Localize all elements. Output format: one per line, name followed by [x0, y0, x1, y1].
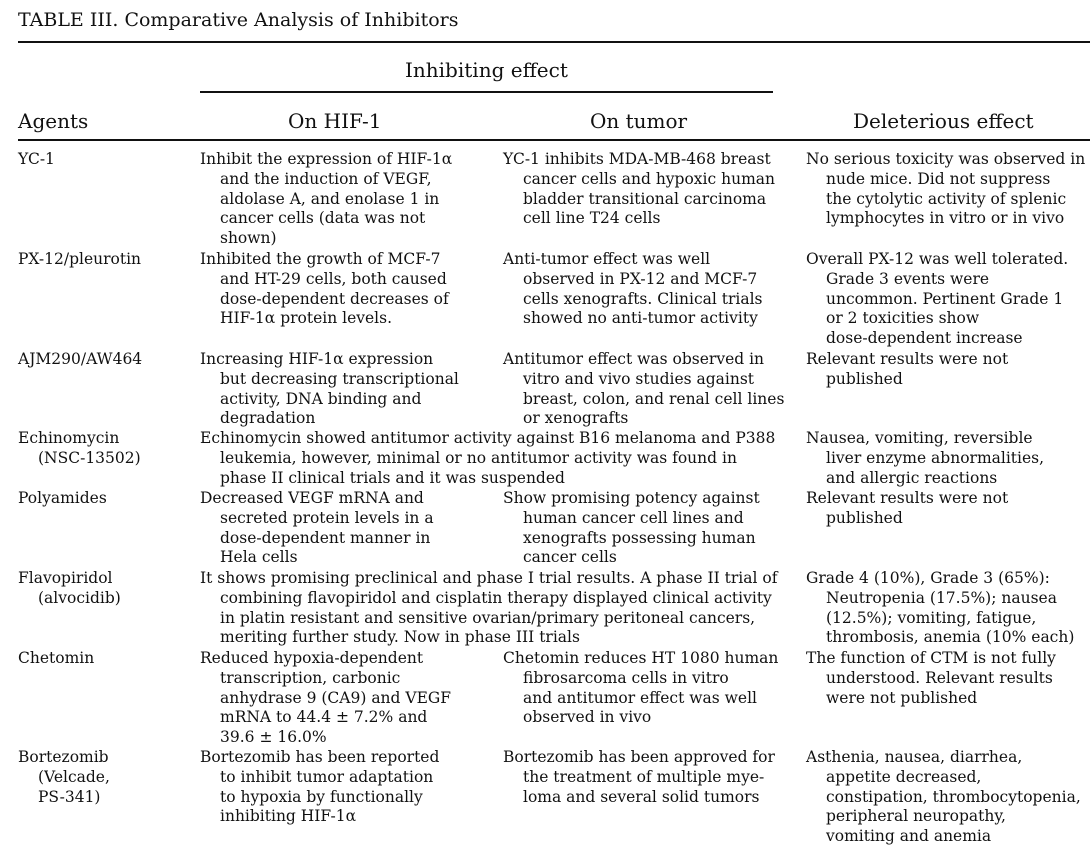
- hif1-effect-cell: [200, 350, 459, 429]
- deleterious-header: Deleterious effect: [853, 109, 1034, 133]
- tumor-effect-cell-line: YC-1 inhibits MDA-MB-468 breast: [503, 150, 771, 168]
- agent-cell-line: PS-341): [38, 787, 101, 806]
- hif1-effect-cell-line: but decreasing transcriptional: [220, 369, 459, 388]
- tumor-effect-cell-line: vitro and vivo studies against: [523, 369, 755, 388]
- hif1-effect-cell-line: Bortezomib has been reported: [200, 748, 440, 766]
- deleterious-effect-cell: [806, 748, 1081, 847]
- agent-cell-line: Bortezomib: [18, 748, 109, 766]
- tumor-effect-cell: [503, 350, 784, 429]
- deleterious-effect-cell-line: peripheral neuropathy,: [826, 807, 1006, 826]
- tumor-effect-cell-line: observed in PX-12 and MCF-7: [523, 269, 758, 288]
- hif1-effect-cell-line: dose-dependent manner in: [220, 528, 431, 547]
- on-tumor-header: On tumor: [590, 109, 688, 133]
- agent-cell-line: Polyamides: [18, 489, 107, 507]
- tumor-effect-cell-line: fibrosarcoma cells in vitro: [523, 668, 729, 687]
- tumor-effect-cell-line: and antitumor effect was well: [523, 688, 757, 707]
- agent-cell-line: Echinomycin: [18, 429, 120, 447]
- hif1-effect-cell: [200, 748, 439, 827]
- combined-effect-cell-line: meriting further study. Now in phase III trials: [220, 628, 580, 647]
- deleterious-effect-cell-line: understood. Relevant results: [826, 668, 1053, 687]
- agent-cell: [18, 569, 121, 609]
- deleterious-effect-cell-line: Relevant results were not: [806, 350, 1009, 368]
- deleterious-effect-cell: [806, 649, 1056, 708]
- hif1-effect-cell-line: Increasing HIF-1α expression: [200, 350, 434, 368]
- header-rule: [18, 139, 1090, 141]
- agent-cell-line: Flavopiridol: [18, 569, 113, 587]
- deleterious-effect-cell-line: or 2 toxicities show: [826, 309, 980, 328]
- tumor-effect-cell-line: Chetomin reduces HT 1080 human: [503, 649, 779, 667]
- deleterious-effect-cell-line: No serious toxicity was observed in: [806, 150, 1086, 168]
- on-hif1-header: On HIF-1: [288, 109, 382, 133]
- hif1-effect-cell-line: anhydrase 9 (CA9) and VEGF: [220, 688, 452, 707]
- agent-cell-line: PX-12/pleurotin: [18, 250, 142, 268]
- agent-cell-line: YC-1: [18, 150, 55, 168]
- agent-cell-line: Chetomin: [18, 649, 95, 667]
- tumor-effect-cell: [503, 748, 775, 807]
- hif1-effect-cell-line: mRNA to 44.4 ± 7.2% and: [220, 708, 428, 727]
- hif1-effect-cell-line: degradation: [220, 409, 316, 428]
- deleterious-effect-cell-line: The function of CTM is not fully: [806, 649, 1056, 667]
- deleterious-effect-cell: [806, 489, 1008, 529]
- agents-header: Agents: [18, 109, 89, 133]
- combined-effect-cell: [200, 429, 775, 488]
- deleterious-effect-cell-line: liver enzyme abnormalities,: [826, 448, 1045, 467]
- combined-effect-cell-line: Echinomycin showed antitumor activity against B16 melanoma and P388: [200, 429, 776, 447]
- tumor-effect-cell-line: cells xenografts. Clinical trials: [523, 289, 763, 308]
- tumor-effect-cell-line: observed in vivo: [523, 708, 652, 727]
- hif1-effect-cell-line: Decreased VEGF mRNA and: [200, 489, 424, 507]
- hif1-effect-cell-line: and HT-29 cells, both caused: [220, 269, 447, 288]
- hif1-effect-cell-line: Inhibit the expression of HIF-1α: [200, 150, 453, 168]
- deleterious-effect-cell-line: (12.5%); vomiting, fatigue,: [826, 608, 1037, 627]
- deleterious-effect-cell: [806, 569, 1074, 648]
- deleterious-effect-cell-line: dose-dependent increase: [826, 329, 1023, 348]
- tumor-effect-cell-line: loma and several solid tumors: [523, 787, 760, 806]
- hif1-effect-cell: [200, 150, 452, 249]
- combined-effect-cell-line: It shows promising preclinical and phase I trial results. A phase II trial of: [200, 569, 778, 587]
- hif1-effect-cell-line: Reduced hypoxia-dependent: [200, 649, 424, 667]
- deleterious-effect-cell-line: lymphocytes in vitro or in vivo: [826, 209, 1065, 228]
- agent-cell-line: (Velcade,: [38, 767, 110, 786]
- agent-cell: [18, 429, 141, 469]
- tumor-effect-cell: [503, 649, 778, 728]
- hif1-effect-cell-line: Hela cells: [220, 548, 298, 567]
- tumor-effect-cell-line: Antitumor effect was observed in: [503, 350, 765, 368]
- table-caption: TABLE III. Comparative Analysis of Inhibitors: [18, 9, 459, 31]
- hif1-effect-cell-line: transcription, carbonic: [220, 668, 401, 687]
- agent-cell: [18, 350, 142, 370]
- deleterious-effect-cell-line: Grade 3 events were: [826, 269, 990, 288]
- tumor-effect-cell-line: cell line T24 cells: [523, 209, 661, 228]
- deleterious-effect-cell-line: Nausea, vomiting, reversible: [806, 429, 1033, 447]
- tumor-effect-cell-line: bladder transitional carcinoma: [523, 189, 767, 208]
- deleterious-effect-cell-line: Overall PX-12 was well tolerated.: [806, 250, 1069, 268]
- hif1-effect-cell-line: HIF-1α protein levels.: [220, 309, 393, 328]
- combined-effect-cell: [200, 569, 777, 648]
- tumor-effect-cell-line: the treatment of multiple mye-: [523, 767, 765, 786]
- tumor-effect-cell-line: showed no anti-tumor activity: [523, 309, 758, 328]
- inhibiting-effect-rule: [200, 91, 773, 93]
- tumor-effect-cell-line: or xenografts: [523, 409, 629, 428]
- agent-cell: [18, 748, 110, 807]
- deleterious-effect-cell-line: published: [826, 508, 903, 527]
- hif1-effect-cell-line: dose-dependent decreases of: [220, 289, 449, 308]
- hif1-effect-cell-line: aldolase A, and enolase 1 in: [220, 189, 440, 208]
- deleterious-effect-cell-line: Neutropenia (17.5%); nausea: [826, 588, 1057, 607]
- deleterious-effect-cell-line: Asthenia, nausea, diarrhea,: [806, 748, 1023, 766]
- deleterious-effect-cell-line: thrombosis, anemia (10% each): [826, 628, 1075, 647]
- hif1-effect-cell-line: secreted protein levels in a: [220, 508, 434, 527]
- deleterious-effect-cell: [806, 429, 1044, 488]
- combined-effect-cell-line: phase II clinical trials and it was suspended: [220, 468, 565, 487]
- tumor-effect-cell-line: human cancer cell lines and: [523, 508, 744, 527]
- combined-effect-cell-line: leukemia, however, minimal or no antitumor activity was found in: [220, 448, 737, 467]
- agent-cell: [18, 489, 107, 509]
- agent-cell-line: (alvocidib): [38, 588, 121, 607]
- hif1-effect-cell-line: activity, DNA binding and: [220, 389, 422, 408]
- deleterious-effect-cell-line: vomiting and anemia: [826, 827, 992, 846]
- deleterious-effect-cell: [806, 350, 1008, 390]
- hif1-effect-cell: [200, 489, 434, 568]
- tumor-effect-cell-line: Anti-tumor effect was well: [503, 250, 711, 268]
- combined-effect-cell-line: in platin resistant and sensitive ovarian/primary peritoneal cancers,: [220, 608, 756, 627]
- deleterious-effect-cell-line: Relevant results were not: [806, 489, 1009, 507]
- hif1-effect-cell-line: and the induction of VEGF,: [220, 169, 432, 188]
- tumor-effect-cell-line: Show promising potency against: [503, 489, 760, 507]
- top-rule: [18, 41, 1090, 43]
- deleterious-effect-cell-line: the cytolytic activity of splenic: [826, 189, 1067, 208]
- deleterious-effect-cell-line: published: [826, 369, 903, 388]
- agent-cell: [18, 250, 141, 270]
- hif1-effect-cell-line: 39.6 ± 16.0%: [220, 728, 327, 747]
- tumor-effect-cell: [503, 150, 775, 229]
- deleterious-effect-cell-line: constipation, thrombocytopenia,: [826, 787, 1081, 806]
- tumor-effect-cell-line: cancer cells: [523, 548, 617, 567]
- deleterious-effect-cell-line: nude mice. Did not suppress: [826, 169, 1051, 188]
- hif1-effect-cell-line: Inhibited the growth of MCF-7: [200, 250, 441, 268]
- hif1-effect-cell: [200, 649, 451, 748]
- tumor-effect-cell: [503, 489, 760, 568]
- hif1-effect-cell-line: inhibiting HIF-1α: [220, 807, 357, 826]
- agent-cell-line: (NSC-13502): [38, 448, 141, 467]
- deleterious-effect-cell-line: and allergic reactions: [826, 468, 998, 487]
- hif1-effect-cell-line: shown): [220, 229, 277, 248]
- deleterious-effect-cell-line: were not published: [826, 688, 978, 707]
- deleterious-effect-cell-line: uncommon. Pertinent Grade 1: [826, 289, 1064, 308]
- tumor-effect-cell: [503, 250, 763, 329]
- agent-cell: [18, 649, 94, 669]
- tumor-effect-cell-line: breast, colon, and renal cell lines: [523, 389, 785, 408]
- hif1-effect-cell-line: cancer cells (data was not: [220, 209, 426, 228]
- hif1-effect-cell-line: to inhibit tumor adaptation: [220, 767, 434, 786]
- agent-cell-line: AJM290/AW464: [18, 350, 143, 368]
- combined-effect-cell-line: combining flavopiridol and cisplatin therapy displayed clinical activity: [220, 588, 772, 607]
- deleterious-effect-cell-line: appetite decreased,: [826, 767, 982, 786]
- inhibiting-effect-header: Inhibiting effect: [405, 58, 568, 82]
- deleterious-effect-cell-line: Grade 4 (10%), Grade 3 (65%):: [806, 569, 1050, 587]
- tumor-effect-cell-line: Bortezomib has been approved for: [503, 748, 775, 766]
- deleterious-effect-cell: [806, 250, 1068, 349]
- hif1-effect-cell: [200, 250, 449, 329]
- agent-cell: [18, 150, 55, 170]
- hif1-effect-cell-line: to hypoxia by functionally: [220, 787, 423, 806]
- tumor-effect-cell-line: xenografts possessing human: [523, 528, 756, 547]
- deleterious-effect-cell: [806, 150, 1085, 229]
- tumor-effect-cell-line: cancer cells and hypoxic human: [523, 169, 776, 188]
